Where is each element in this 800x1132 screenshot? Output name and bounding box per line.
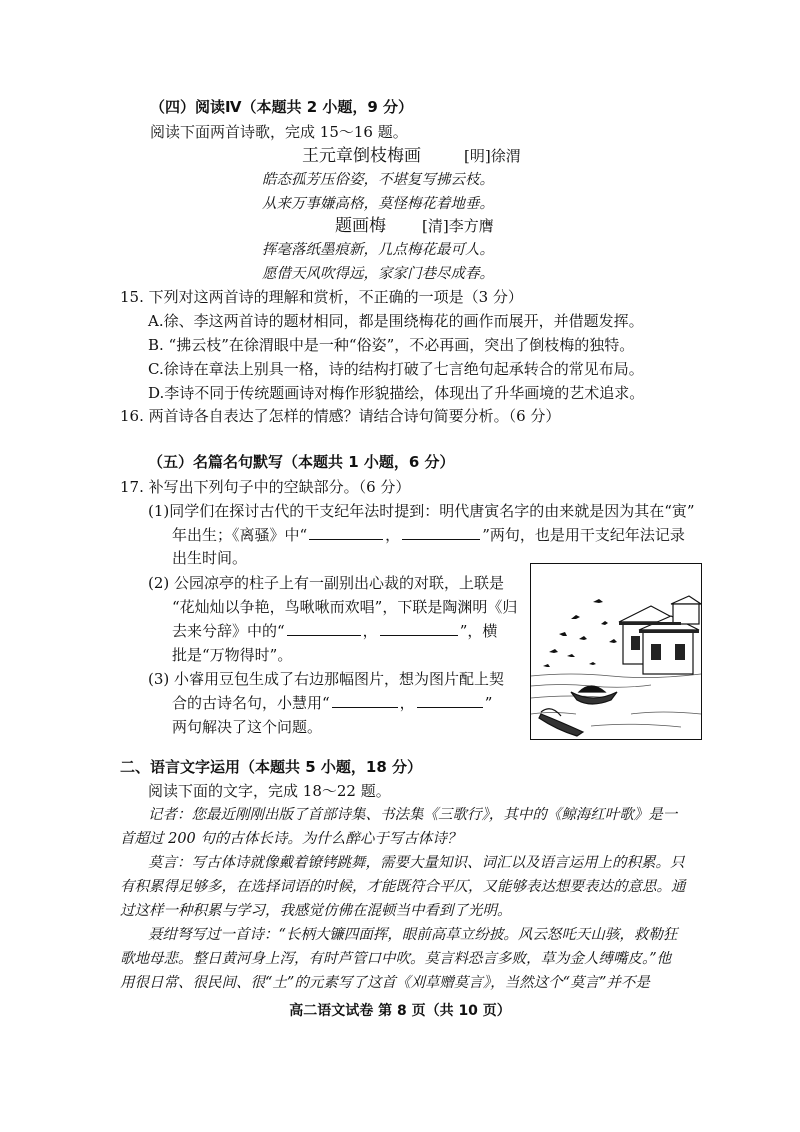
- q17-part1-text-a: 年出生；《离骚》中“: [172, 526, 308, 544]
- poem2-title: 题画梅: [335, 216, 386, 236]
- q15-option-a: A.徐、李这两首诗的题材相同，都是围绕梅花的画作而展开，并借题发挥。: [148, 312, 644, 330]
- question-15: 15. 下列对这两首诗的理解和赏析，不正确的一项是（3 分）: [120, 288, 523, 306]
- q17-part2-text-a: 去来兮辞》中的“: [172, 622, 285, 640]
- passage-line-6: 聂绀弩写过一首诗：“长柄大镰四面挥，眼前高草立纷披。风云怒吒天山骇，救勒狂: [148, 927, 678, 943]
- q17-part2-text-c: ”，横: [459, 622, 498, 640]
- poem1-title: 王元章倒枝梅画: [302, 146, 421, 166]
- passage-line-4: 有积累得足够多，在选择词语的时候，才能既符合平仄，又能够表达想要表达的意思。通: [120, 879, 686, 895]
- river-village-sketch: [531, 564, 701, 739]
- passage-line-7: 歌地母悲。整日黄河身上泻，有时芦管口中吹。莫言料恐言多败，草为金人缚嘴皮。”他: [120, 951, 672, 967]
- passage-line-1: 记者：您最近刚刚出版了首部诗集、书法集《三歌行》，其中的《鲸海红叶歌》是一: [148, 807, 678, 823]
- poem1-line1: 皓态孤芳压俗姿，不堪复写拂云枝。: [262, 172, 494, 188]
- poem2-author: [清]李方膺: [422, 217, 494, 235]
- q17-part1-text-c: ”两句，也是用干支纪年法记录: [482, 526, 685, 544]
- question-16: 16. 两首诗各自表达了怎样的情感？请结合诗句简要分析。（6 分）: [120, 407, 561, 425]
- q17-part2-line4: 批是“万物得时”。: [172, 646, 293, 664]
- answer-blank-4[interactable]: [380, 621, 458, 636]
- passage-line-2: 首超过 200 句的古体长诗。为什么醉心于写古体诗？: [120, 831, 462, 847]
- answer-blank-2[interactable]: [402, 525, 480, 540]
- q17-part2-line2: “花灿灿以争艳，鸟啾啾而欢唱”，下联是陶渊明《归: [172, 598, 518, 616]
- poem2-line1: 挥毫落纸墨痕新，几点梅花最可人。: [262, 242, 494, 258]
- q15-option-b: B. “拂云枝”在徐渭眼中是一种“俗姿”，不必再画，突出了倒枝梅的独特。: [148, 336, 635, 354]
- q17-part3-text-a: 合的古诗名句，小慧用“: [172, 694, 330, 712]
- ink-sketch-image: [530, 563, 702, 740]
- part2-instruction: 阅读下面的文字，完成 18～22 题。: [148, 782, 391, 800]
- answer-blank-3[interactable]: [287, 621, 361, 636]
- page-footer: 高二语文试卷 第 8 页（共 10 页）: [289, 1003, 511, 1019]
- answer-blank-6[interactable]: [417, 693, 483, 708]
- answer-blank-5[interactable]: [332, 693, 398, 708]
- section4-title: （四）阅读Ⅳ（本题共 2 小题，9 分）: [150, 98, 414, 116]
- q17-part3-text-c: ”: [484, 694, 493, 712]
- passage-line-8: 用很日常、很民间、很“土”的元素写了这首《刈草赠莫言》，当然这个“莫言”并不是: [120, 975, 650, 991]
- section4-instruction: 阅读下面两首诗歌，完成 15～16 题。: [150, 123, 408, 141]
- poem1-author: [明]徐渭: [464, 147, 521, 165]
- q17-part1-line3: 出生时间。: [172, 549, 248, 567]
- q17-part3-line2: [172, 693, 492, 713]
- q17-part2-line3: [172, 621, 497, 641]
- question-17: 17. 补写出下列句子中的空缺部分。（6 分）: [120, 478, 411, 496]
- q17-part3-line3: 两句解决了这个问题。: [172, 718, 323, 736]
- answer-blank-1[interactable]: [309, 525, 383, 540]
- q17-part1-line1: (1)同学们在探讨古代的干支纪年法时提到：明代唐寅名字的由来就是因为其在“寅”: [148, 502, 695, 520]
- q15-option-d: D.李诗不同于传统题画诗对梅作形貌描绘，体现出了升华画境的艺术追求。: [148, 384, 645, 402]
- q17-part2-line1: (2) 公园凉亭的柱子上有一副别出心裁的对联，上联是: [148, 574, 505, 592]
- passage-line-5: 过这样一种积累与学习，我感觉仿佛在混顿当中看到了光明。: [120, 903, 512, 919]
- q15-option-c: C.徐诗在章法上别具一格，诗的结构打破了七言绝句起承转合的常见布局。: [148, 360, 644, 378]
- poem2-line2: 愿借天风吹得远，家家门巷尽成春。: [262, 266, 494, 282]
- q17-part1-line2: [172, 525, 685, 545]
- q17-part3-comma: ，: [399, 694, 415, 712]
- section5-title: （五）名篇名句默写（本题共 1 小题，6 分）: [148, 453, 455, 471]
- part2-title: 二、语言文字运用（本题共 5 小题，18 分）: [120, 758, 422, 776]
- poem1-line2: 从来万事嫌高格，莫怪梅花着地垂。: [262, 196, 494, 212]
- q17-part1-comma: ，: [385, 526, 401, 544]
- q17-part3-line1: (3) 小睿用豆包生成了右边那幅图片，想为图片配上契: [148, 670, 505, 688]
- q17-part2-comma: ，: [362, 622, 378, 640]
- passage-line-3: 莫言：写古体诗就像戴着镣铐跳舞，需要大量知识、词汇以及语言运用上的积累。只: [148, 855, 685, 871]
